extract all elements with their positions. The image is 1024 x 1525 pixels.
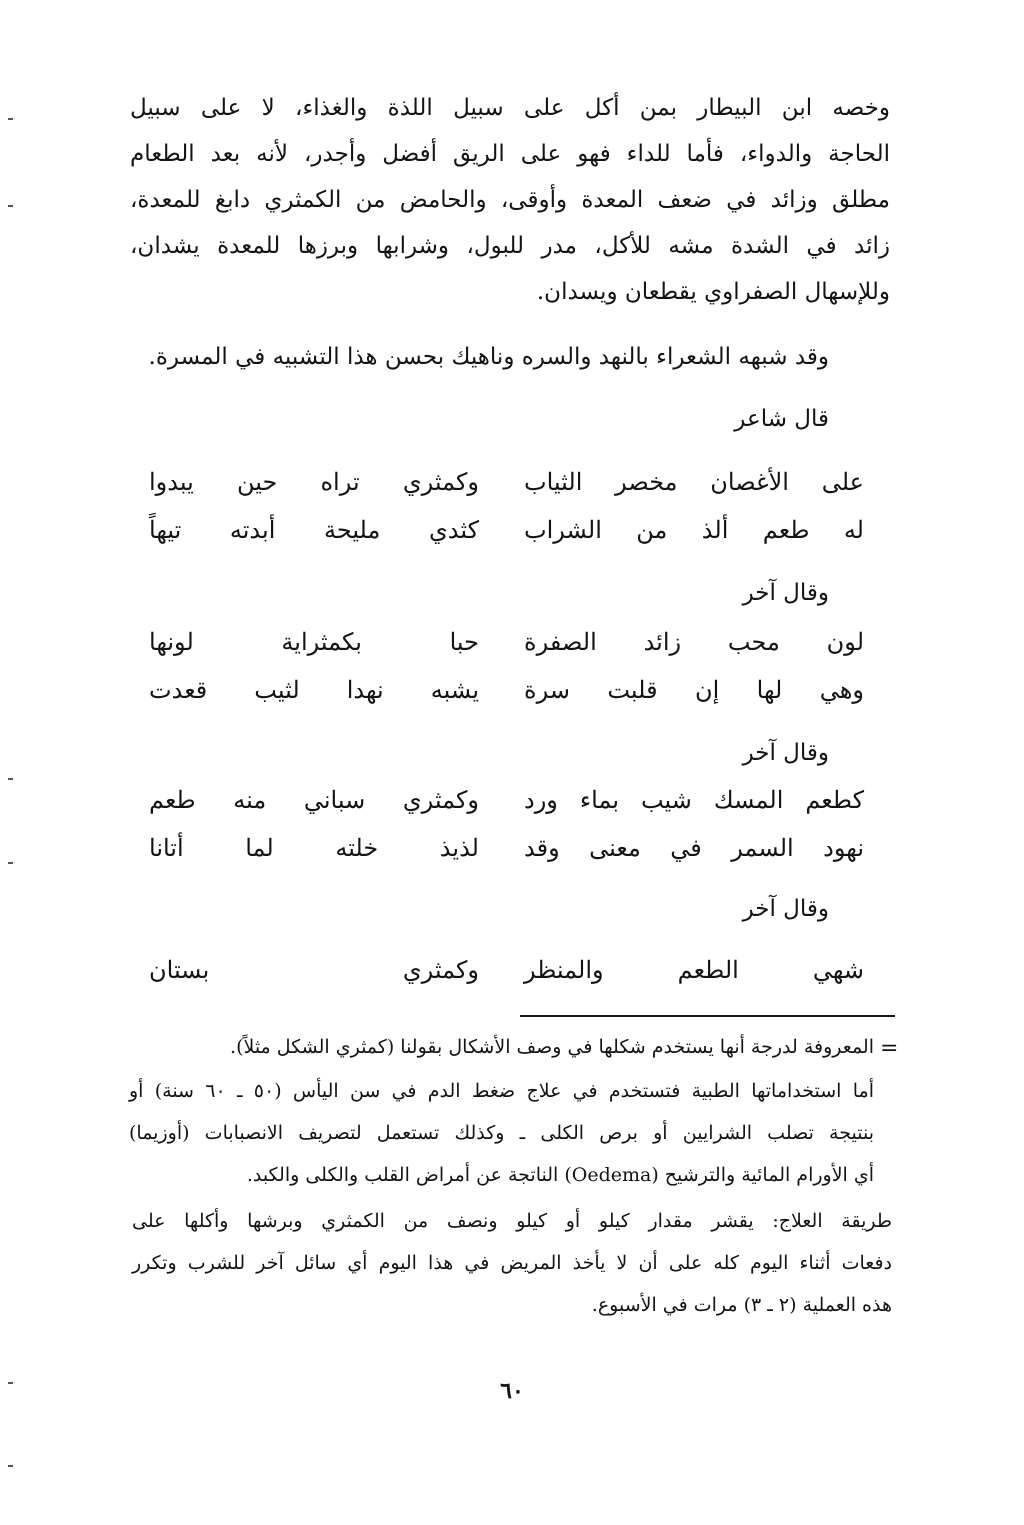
poem-heading: وقال آخر [742,580,829,606]
paragraph-2: وقد شبهه الشعراء بالنهد والسره وناهيك بحسن هذا التشبيه في المسرة. [148,344,829,370]
footnote-line: بنتيجة تصلب الشرايين أو برص الكلى ـ وكذلك تستعمل لتصريف الانصبابات (أوزيما) [129,1122,874,1144]
verse-first-half: لذيذ خلته لما أتانا [149,834,479,862]
verse-second-half: وهي لها إن قلبت سرة [524,676,864,704]
margin-tick [8,778,13,780]
text-line: زائد في الشدة مشه للأكل، مدر للبول، وشرابها وبرزها للمعدة يشدان، [130,233,890,259]
paragraph-1 [130,85,890,315]
verse-second-half: على الأغصان مخصر الثياب [524,468,864,496]
verse-second-half: نهود السمر في معنى وقد [524,834,864,862]
verse-first-half: وكمثري تراه حين يبدوا [149,468,479,496]
margin-tick [8,118,13,120]
footnote-line: طريقة العلاج: يقشر مقدار كيلو أو كيلو ونصف من الكمثري وبرشها وأكلها على [132,1210,892,1232]
page-number: ٦٠ [500,1378,524,1404]
verse-first-half: يشبه نهدا لثيب قعدت [149,676,479,704]
poem-heading: وقال آخر [742,896,829,922]
verse-first-half: كثدي مليحة أبدته تيهاً [149,516,479,544]
footnote-line: هذه العملية (٢ ـ ٣) مرات في الأسبوع. [591,1294,892,1316]
margin-tick [8,1465,13,1467]
verse-second-half: شهي الطعم والمنظر [524,956,864,984]
poem-heading: قال شاعر [734,406,829,432]
verse-second-half: له طعم ألذ من الشراب [524,516,864,544]
text-line: مطلق وزائد في ضعف المعدة وأوقى، والحامض من الكمثري دابغ للمعدة، [130,187,890,213]
footnote-line: دفعات أثناء اليوم كله على أن لا يأخذ المريض في هذا اليوم أي سائل آخر للشرب وتكرر [132,1252,892,1274]
footnote-line: أما استخداماتها الطبية فتستخدم في علاج ضغط الدم في سن اليأس (٥٠ ـ ٦٠ سنة) أو [129,1080,874,1102]
margin-tick [8,205,13,207]
margin-tick [8,862,13,864]
verse-first-half: وكمثري سباني منه طعم [149,786,479,814]
text-line: الحاجة والدواء، فأما للداء فهو على الريق أفضل وأجدر، لأنه بعد الطعام [130,141,890,167]
footnote-line: المعروفة لدرجة أنها يستخدم شكلها في وصف الأشكال بقولنا (كمثري الشكل مثلاً). [230,1036,874,1058]
verse-second-half: كطعم المسك شيب بماء ورد [524,786,864,814]
verse-first-half: حبا بكمثراية لونها [149,628,479,656]
verse-first-half: وكمثري بستان [149,956,479,984]
poem-heading: وقال آخر [742,740,829,766]
text-line: وخصه ابن البيطار بمن أكل على سبيل اللذة والغذاء، لا على سبيل [130,95,890,121]
footnote-separator [520,1015,895,1017]
footnote-continuation-mark: = [880,1036,899,1061]
verse-second-half: لون محب زائد الصفرة [524,628,864,656]
text-line: وللإسهال الصفراوي يقطعان ويسدان. [536,279,890,305]
footnote-line: أي الأورام المائية والترشيح (Oedema) الناتجة عن أمراض القلب والكلى والكبد. [246,1164,874,1186]
